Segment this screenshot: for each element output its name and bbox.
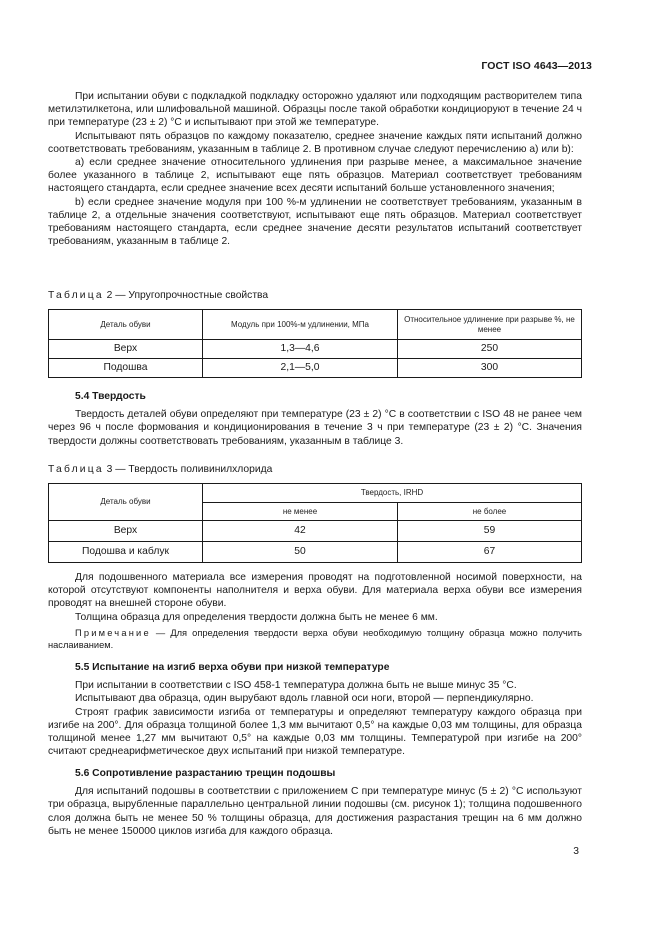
table-header: не менее [203,503,398,521]
table-cell: 1,3—4,6 [203,340,398,359]
table-cell: Подошва и каблук [49,542,203,563]
section-title: 5.5 Испытание на изгиб верха обуви при низкой температуре [75,662,390,673]
note [48,627,582,652]
section-paragraph: При испытании в соответствии с ISO 458-1 температура должна быть не выше минус 35 °С. [75,680,517,692]
table-header: Относительное удлинение при разрыве %, не менее [398,310,582,340]
table-header: Деталь обуви [49,484,203,521]
table-3-caption [48,463,582,476]
enumeration-a: а) если среднее значение относительного удлинения при разрыве менее, а максимальное значение более указанного в таблице 2, испытывают еще пять образцов. Материал соответствует требованиям настоящего стандарта, если среднее значение всех десяти испытаний больше установленного значения; [48,157,582,195]
table-header: Деталь обуви [49,310,203,340]
intro-paragraph-2: Испытывают пять образцов по каждому показателю, среднее значение каждых пяти испытаний должно соответствовать требованиям, указанным в таблице 2. В противном случае следуют перечислению а) или b): [48,130,582,155]
section-5-5 [48,661,582,758]
table-label: Таблица [48,290,104,301]
table-caption-text: 2 — Упругопрочностные свойства [106,290,269,301]
table-2-caption [48,289,582,302]
enumeration-b: b) если среднее значение модуля при 100 %-м удлинении не соответствует требованиям, указанным в таблице 2, а отдельные значения соответствуют, испытывают еще пять образцов. Материал соответствует требованиям настоящего стандарта, если среднее значение десяти результатов испытаний соответствует требованиям, указанным в таблице 2. [48,196,582,248]
hardness-notes [48,571,582,652]
table-3 [48,483,582,563]
note-label: Примечание [75,627,151,638]
section-title: 5.6 Сопротивление разрастанию трещин подошвы [75,768,336,779]
section-5-6 [48,767,582,838]
table-2 [48,309,582,378]
intro-paragraph-1: При испытании обуви с подкладкой подкладку осторожно удаляют или подходящим растворителем типа метилэтилкетона, или шлифовальной машиной. Образцы после такой обработки кондициоруют в течение 24 ч при температуре (23 ± 2) °С и испытывают при этой же температуре. [48,91,582,129]
table-header: Твердость, IRHD [203,484,582,503]
table-cell: 67 [398,542,582,563]
section-paragraph: Для испытаний подошвы в соответствии с приложением С при температуре минус (5 ± 2) °С используют три образца, вырубленные параллельно центральной линии подошвы (см. рисунок 1); толщина подошвенного слоя должна быть не менее 50 % толщины образца, для достижения разрастания трещин на 6 мм должно быть не менее 150000 циклов изгиба для каждого образца. [48,786,582,837]
table-caption-text: 3 — Твердость поливинилхлорида [106,464,273,475]
section-paragraph: Твердость деталей обуви определяют при температуре (23 ± 2) °С в соответствии с ISO 48 не ранее чем через 96 ч после формования и кондиционирования в течение 3 ч при температуре (23 ± 2) °С. Значения твердости должны соответствовать требованиям, указанным в таблице 3. [48,409,582,447]
table-cell: Подошва [49,359,203,378]
intro-block [48,90,582,248]
table-cell: 250 [398,340,582,359]
paragraph: Толщина образца для определения твердости должна быть не менее 6 мм. [75,611,438,623]
table-cell: 300 [398,359,582,378]
page-number: 3 [573,846,579,857]
section-paragraph: Испытывают два образца, один вырубают вдоль главной оси ноги, второй — перпендикулярно. [75,693,534,705]
table-cell: 42 [203,521,398,542]
table-label: Таблица [48,464,104,475]
note-text: — Для определения твердости верха обуви необходимую толщину образца можно получить наслаиванием. [48,627,582,651]
document-header: ГОСТ ISO 4643—2013 [481,60,592,72]
table-cell: Верх [49,340,203,359]
table-cell: 50 [203,542,398,563]
table-cell: 59 [398,521,582,542]
paragraph: Для подошвенного материала все измерения проводят на подготовленной носимой поверхности, на которой отсутствуют компоненты наполнителя и верха обуви. Для материала верха обуви все измерения проводят на внешней стороне обуви. [48,572,582,610]
table-header: Модуль при 100%-м удлинении, МПа [203,310,398,340]
section-5-4 [48,390,582,448]
section-title: 5.4 Твердость [75,391,146,402]
table-header: не более [398,503,582,521]
table-cell: Верх [49,521,203,542]
table-cell: 2,1—5,0 [203,359,398,378]
section-paragraph: Строят график зависимости изгиба от температуры и определяют температуру каждого образца при изгибе на 200°. Для образца толщиной более 1,3 мм вычитают 0,5° на каждые 0,03 мм толщины, для образца толщиной менее 1,27 мм вычитают 0,5° на каждые 0,03 мм толщины. Температурой при изгибе на 200° считают среднеарифметическое двух испытаний при низкой температуре. [48,706,582,758]
